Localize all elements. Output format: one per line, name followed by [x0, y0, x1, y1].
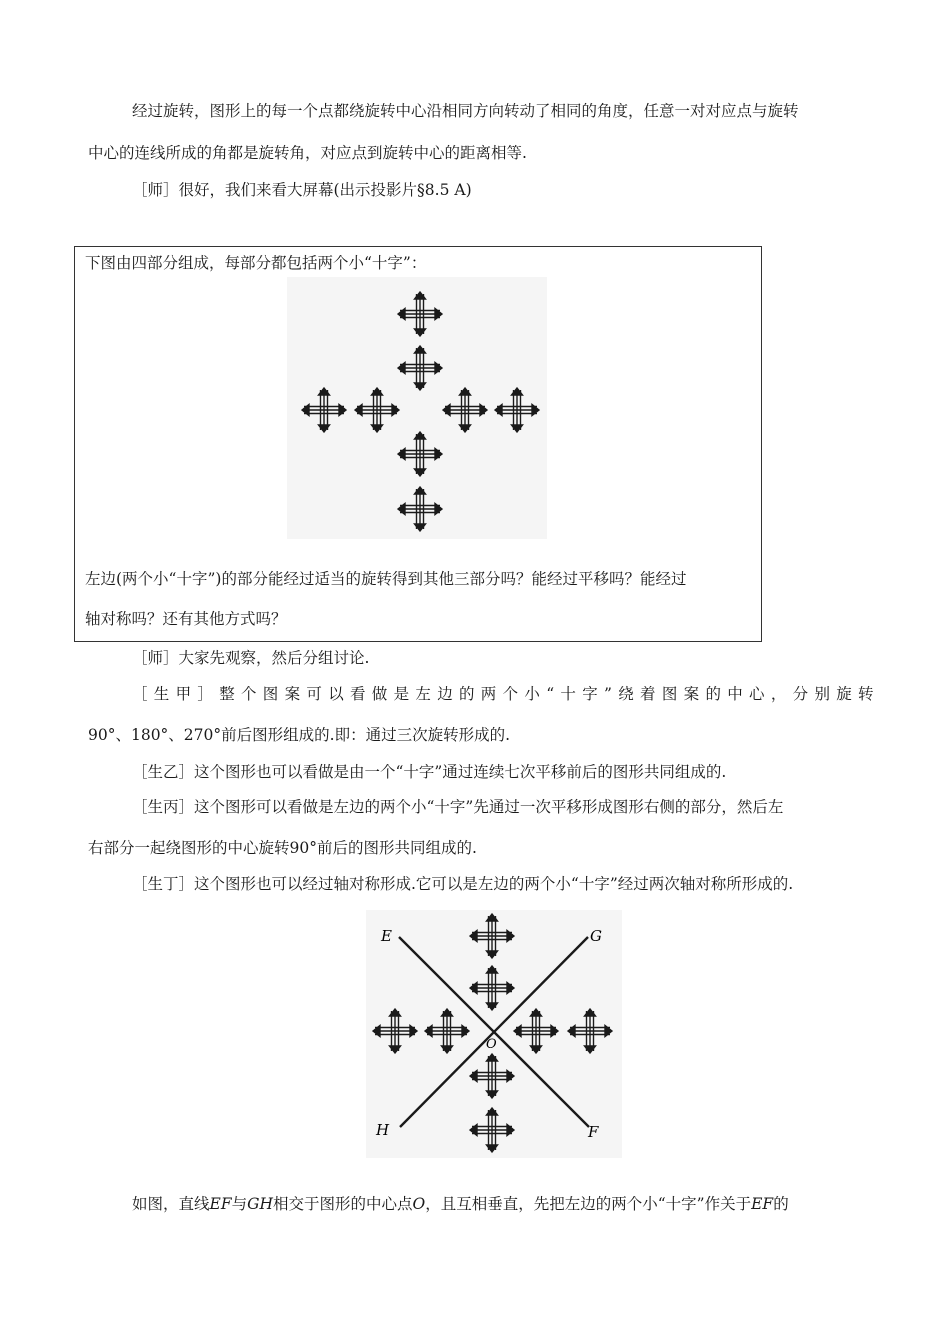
text-run: 相交于图形的中心点: [273, 1195, 413, 1213]
paragraph-line: ［师］很好，我们来看大屏幕(出示投影片§8.5 A): [132, 181, 472, 199]
projection-slide-box: [74, 246, 762, 642]
label-o: O: [486, 1037, 497, 1052]
paragraph-line: ［生丙］这个图形可以看做是左边的两个小“十字”先通过一次平移形成图形右侧的部分，然后左: [132, 798, 784, 816]
cross-pattern-figure: [287, 277, 547, 539]
paragraph-line: 90°、180°、270°前后图形组成的.即：通过三次旋转形成的.: [88, 726, 510, 744]
paragraph-line: 中心的连线所成的角都是旋转角，对应点到旋转中心的距离相等.: [88, 144, 527, 162]
paragraph-line: ［生乙］这个图形也可以看做是由一个“十字”通过连续七次平移前后的图形共同组成的.: [132, 763, 727, 781]
label-f: F: [588, 1123, 599, 1141]
label-e: E: [381, 927, 392, 945]
box-intro-text: 下图由四部分组成，每部分都包括两个小“十字”：: [85, 254, 427, 272]
paragraph-line: ［生甲］整个图案可以看做是左边的两个小“十字”绕着图案的中心，分别旋转: [132, 685, 880, 703]
text-run: 与: [231, 1195, 248, 1213]
paragraph-line: ［师］大家先观察，然后分组讨论.: [132, 649, 370, 667]
box-question-line: 轴对称吗？还有其他方式吗？: [85, 610, 287, 628]
text-run: 如图，直线: [132, 1195, 210, 1213]
text-run: 的: [773, 1195, 789, 1213]
label-g: G: [590, 927, 602, 945]
paragraph-line: ［生丁］这个图形也可以经过轴对称形成.它可以是左边的两个小“十字”经过两次轴对称所形成的.: [132, 875, 794, 893]
text-run: ，且互相垂直，先把左边的两个小“十字”作关于: [425, 1195, 752, 1213]
var-ef: EF: [209, 1195, 232, 1213]
label-h: H: [376, 1121, 390, 1139]
paragraph-line: 右部分一起绕图形的中心旋转90°前后的图形共同组成的.: [88, 839, 477, 857]
paragraph-line: 经过旋转，图形上的每一个点都绕旋转中心沿相同方向转动了相同的角度，任意一对对应点与旋转: [132, 102, 799, 120]
var-gh: GH: [247, 1195, 274, 1213]
axis-symmetry-figure: [366, 910, 622, 1158]
var-o: O: [412, 1195, 426, 1213]
var-ef: EF: [751, 1195, 774, 1213]
box-question-line: 左边(两个小“十字”)的部分能经过适当的旋转得到其他三部分吗？能经过平移吗？能经过: [85, 570, 687, 588]
paragraph-line: [132, 1194, 860, 1214]
